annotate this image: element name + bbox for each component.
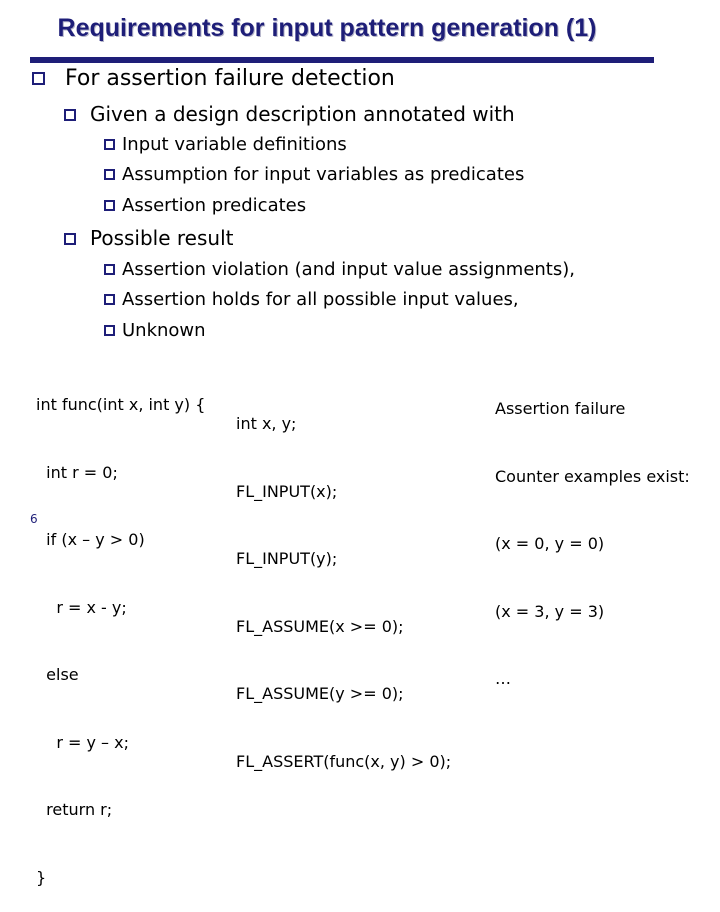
- code-line: return r;: [36, 800, 113, 819]
- code-line: r = x - y;: [36, 597, 127, 617]
- sub-bullet-assertion-predicates: [104, 197, 306, 215]
- bullet-text: Assumption for input variables as predicates: [122, 164, 525, 185]
- code-line: int r = 0;: [36, 462, 118, 482]
- result-line: (x = 3, y = 3): [495, 601, 605, 621]
- code-line: r = y – x;: [36, 732, 129, 752]
- slide-title: Requirements for input pattern generation (1): [57, 14, 597, 42]
- sub-bullet-assertion-violation: [104, 261, 575, 279]
- bullet-assertion-failure-detection: [32, 68, 395, 90]
- square-bullet-icon: [104, 139, 115, 150]
- bullet-text: Given a design description annotated with: [90, 102, 515, 126]
- title-underline: [30, 57, 654, 63]
- code-line: }: [36, 867, 47, 887]
- sub-bullet-assumption: [104, 166, 524, 184]
- result-line: …: [495, 669, 511, 688]
- code-line: int x, y;: [236, 414, 297, 433]
- result-line: Assertion failure: [495, 399, 626, 418]
- code-line: FL_INPUT(y);: [236, 549, 338, 568]
- bullet-text: Unknown: [122, 320, 206, 341]
- result-line: (x = 0, y = 0): [495, 534, 605, 553]
- code-line: int func(int x, int y) {: [36, 395, 206, 414]
- bullet-text: Assertion predicates: [122, 195, 307, 216]
- bullet-text: For assertion failure detection: [65, 66, 395, 91]
- result-block: [495, 353, 690, 713]
- code-line: FL_INPUT(x);: [236, 481, 338, 501]
- code-line: FL_ASSUME(x >= 0);: [236, 616, 404, 636]
- square-bullet-icon: [104, 169, 115, 180]
- square-bullet-icon: [104, 264, 115, 275]
- square-bullet-icon: [104, 325, 115, 336]
- code-line: if (x – y > 0): [36, 530, 145, 549]
- square-bullet-icon: [104, 200, 115, 211]
- bullet-text: Possible result: [90, 226, 234, 250]
- bullet-text: Assertion holds for all possible input values,: [122, 289, 519, 310]
- bullet-text: Assertion violation (and input value assignments),: [122, 259, 575, 280]
- slide-number: 6: [30, 512, 38, 526]
- bullet-text: Input variable definitions: [122, 134, 347, 155]
- square-bullet-icon: [104, 294, 115, 305]
- sub-bullet-unknown: [104, 322, 206, 340]
- sub-bullet-assertion-holds: [104, 291, 519, 309]
- bullet-possible-result: [64, 228, 233, 248]
- code-line: FL_ASSUME(y >= 0);: [236, 684, 404, 703]
- square-bullet-icon: [64, 109, 76, 121]
- code-block-test-harness: [236, 368, 451, 796]
- code-line: FL_ASSERT(func(x, y) > 0);: [236, 751, 452, 771]
- bullet-given-design: [64, 104, 515, 124]
- code-block-func: [36, 349, 205, 912]
- sub-bullet-input-variables: [104, 136, 347, 154]
- result-line: Counter examples exist:: [495, 466, 690, 486]
- code-line: else: [36, 665, 79, 684]
- square-bullet-icon: [64, 233, 76, 245]
- square-bullet-icon: [32, 72, 45, 85]
